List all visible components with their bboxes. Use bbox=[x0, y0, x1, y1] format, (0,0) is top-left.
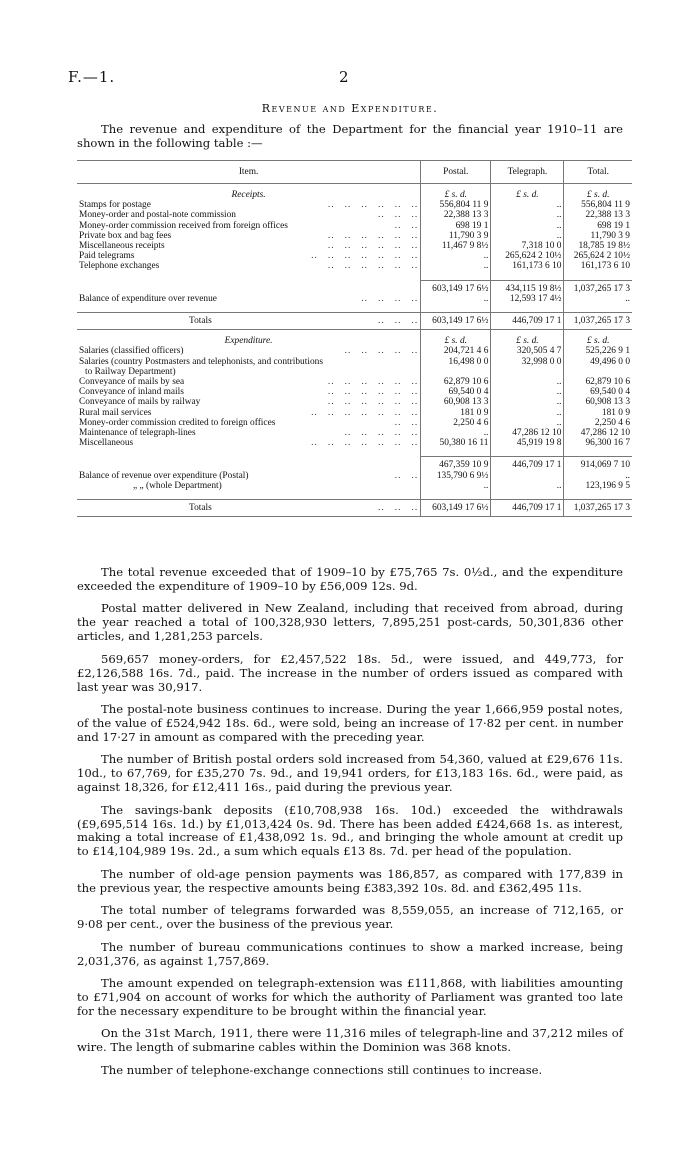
paragraph: The number of old-age pension payments was 186,857, as compared with 177,839 in the previous year, the respective amounts being £383,392 10s. 8d. and £362,495 11s. bbox=[77, 866, 623, 895]
cell-total: 62,879 10 6 bbox=[564, 377, 632, 387]
paragraph: The savings-bank deposits (£10,708,938 16s. 10d.) exceeded the withdrawals (£9,695,514 16s. 1d.) by £1,013,424 0s. 9d. There has been added £424,668 1s. as interest, making a total increase of £1,438,092 1s. 9d., and bringing the whole amount at credit up to £14,104,989 19s. 2d., a sum which equals £13 8s. 7d. per head of the population. bbox=[77, 802, 623, 859]
cell-telegraph: 320,505 4 7 bbox=[491, 346, 564, 356]
cell-telegraph: 265,624 2 10½ bbox=[491, 251, 564, 261]
scan-speck: · bbox=[460, 1075, 463, 1085]
cell-postal: 135,790 6 9½ bbox=[421, 471, 491, 481]
subtotal-total: 914,069 7 10 bbox=[564, 457, 632, 471]
cell-postal: 181 0 9 bbox=[421, 408, 491, 418]
paragraph: The number of British postal orders sold increased from 54,360, valued at £29,676 11s. 10d., to 67,769, for £35,270 7s. 9d., and 19,941 orders, for £13,183 16s. 6d., were paid, as against 18,326, for £12,411 16s., paid during the previous year. bbox=[77, 752, 623, 795]
cell-total: 47,286 12 10 bbox=[564, 428, 632, 438]
totals-label: Totals bbox=[189, 316, 212, 327]
row-label: Paid telegrams bbox=[79, 251, 135, 262]
cell-postal: 60,908 13 3 bbox=[421, 397, 491, 407]
totals-total: 1,037,265 17 3 bbox=[564, 500, 632, 517]
row-label: Conveyance of mails by railway bbox=[79, 397, 201, 408]
table-row: Stamps for postage .. .. .. .. .. .. 556,804 11 9 .. 556,804 11 9 bbox=[79, 200, 630, 211]
cell-total: 18,785 19 8½ bbox=[564, 241, 632, 251]
cell-total: 556,804 11 9 bbox=[564, 200, 632, 210]
table-row-continuation bbox=[77, 367, 632, 377]
cell-telegraph bbox=[491, 471, 564, 481]
cell-total: 123,196 9 5 bbox=[564, 481, 632, 491]
table-row: Telephone exchanges .. .. .. .. .. .. .. 161,173 6 10 161,173 6 10 bbox=[79, 261, 630, 272]
expenditure-heading-row bbox=[77, 330, 632, 347]
row-label: Miscellaneous bbox=[79, 438, 134, 449]
paragraph: Postal matter delivered in New Zealand, including that received from abroad, during the year reached a total of 100,328,930 letters, 7,895,251 post-cards, 50,301,836 other articles, and 1,281,253 parcels. bbox=[77, 601, 623, 644]
cell-telegraph: 161,173 6 10 bbox=[491, 261, 564, 271]
currency-label-postal: £ s. d. bbox=[421, 330, 491, 347]
cell-postal: 50,380 16 11 bbox=[421, 438, 491, 448]
row-label: Conveyance of inland mails bbox=[79, 387, 184, 398]
subtotal-postal: 467,359 10 9 bbox=[421, 457, 491, 471]
expenditure-totals-row: Totals .. .. .. 603,149 17 6½ 446,709 17 1 1,037,265 17 3 bbox=[77, 500, 632, 517]
cell-telegraph: .. bbox=[491, 377, 564, 387]
table-header-row bbox=[77, 161, 632, 184]
paragraph: The total number of telegrams forwarded was 8,559,055, an increase of 712,165, or 9·08 per cent., over the business of the previous year. bbox=[77, 903, 623, 932]
table-row: Salaries (classified officers) .. .. .. .. .. 204,721 4 6 320,505 4 7 525,226 9 1 bbox=[79, 346, 630, 357]
cell-telegraph: .. bbox=[491, 418, 564, 428]
balance-row: Balance of expenditure over revenue .. .. .. .. .. 12,593 17 4½ .. bbox=[79, 293, 630, 304]
table-row: Conveyance of mails by railway .. .. .. .. .. .. 60,908 13 3 .. 60,908 13 3 bbox=[79, 397, 630, 408]
subtotal-postal: 603,149 17 6½ bbox=[421, 280, 491, 294]
cell-postal: .. bbox=[421, 251, 491, 261]
cell-total: 22,388 13 3 bbox=[564, 210, 632, 220]
row-label: Money-order commission received from foreign offices bbox=[79, 220, 288, 231]
row-label: „ „ (whole Department) bbox=[133, 480, 222, 491]
expenditure-subtotal-row bbox=[77, 457, 632, 471]
col-header-telegraph: Telegraph. bbox=[491, 161, 564, 184]
col-header-item: Item. bbox=[77, 161, 421, 184]
cell-postal: 11,790 3 9 bbox=[421, 231, 491, 241]
table-row: Money-order commission received from foreign offices .. .. 698 19 1 .. 698 19 1 bbox=[79, 220, 630, 231]
report-body bbox=[77, 566, 623, 1086]
totals-total: 1,037,265 17 3 bbox=[564, 313, 632, 330]
row-label-continuation: to Railway Department) bbox=[85, 366, 176, 377]
row-label: Stamps for postage bbox=[79, 200, 151, 211]
currency-label-telegraph: £ s. d. bbox=[491, 330, 564, 347]
row-label: Balance of expenditure over revenue bbox=[79, 293, 217, 304]
balance-row bbox=[77, 481, 632, 491]
receipts-heading-row bbox=[77, 184, 632, 201]
section-title: Revenue and Expenditure. bbox=[261, 102, 439, 115]
row-label: Salaries (country Postmasters and telephonists, and contributions bbox=[79, 356, 323, 367]
cell-telegraph: .. bbox=[491, 397, 564, 407]
table-row: Money-order commission credited to foreign offices .. .. 2,250 4 6 .. 2,250 4 6 bbox=[79, 417, 630, 428]
table-row: Rural mail services .. .. .. .. .. .. .. 181 0 9 .. 181 0 9 bbox=[79, 407, 630, 418]
table-row: Conveyance of mails by sea .. .. .. .. .. .. 62,879 10 6 .. 62,879 10 6 bbox=[79, 377, 630, 388]
revenue-expenditure-table bbox=[77, 160, 632, 517]
paragraph: The number of bureau communications continues to show a marked increase, being 2,031,376, as against 1,757,869. bbox=[77, 939, 623, 968]
cell-telegraph: .. bbox=[491, 221, 564, 231]
cell-telegraph: 7,318 10 0 bbox=[491, 241, 564, 251]
intro-paragraph: The revenue and expenditure of the Department for the financial year 1910–11 are shown in the following table :— bbox=[77, 122, 623, 150]
paragraph: The postal-note business continues to increase. During the year 1,666,959 postal notes, of the value of £524,942 18s. 6d., were sold, being an increase of 17·82 per cent. in number and 17·27 in amount as compared with the preceding year. bbox=[77, 702, 623, 744]
totals-postal: 603,149 17 6½ bbox=[421, 313, 491, 330]
cell-total: .. bbox=[564, 294, 632, 304]
page-number: 2 bbox=[339, 68, 349, 86]
cell-total: 181 0 9 bbox=[564, 408, 632, 418]
row-label: Private box and bag fees bbox=[79, 230, 172, 241]
cell-total: 525,226 9 1 bbox=[564, 346, 632, 356]
totals-postal: 603,149 17 6½ bbox=[421, 500, 491, 517]
table-row: Money-order and postal-note commission .. .. .. 22,388 13 3 .. 22,388 13 3 bbox=[79, 210, 630, 221]
cell-telegraph: .. bbox=[491, 408, 564, 418]
row-label: Money-order commission credited to foreign offices bbox=[79, 417, 276, 428]
cell-telegraph: .. bbox=[491, 387, 564, 397]
currency-label-postal: £ s. d. bbox=[421, 184, 491, 201]
cell-total: 2,250 4 6 bbox=[564, 418, 632, 428]
subtotal-telegraph: 434,115 19 8½ bbox=[491, 280, 564, 294]
row-label: Balance of revenue over expenditure (Postal) bbox=[79, 470, 249, 481]
row-label: Salaries (classified officers) bbox=[79, 346, 184, 357]
paragraph: 569,657 money-orders, for £2,457,522 18s. 5d., were issued, and 449,773, for £2,126,588 16s. 7d., paid. The increase in the number of orders issued as compared with last year was 30,917. bbox=[77, 651, 623, 694]
cell-telegraph: 47,286 12 10 bbox=[491, 428, 564, 438]
table-row: Maintenance of telegraph-lines .. .. .. .. .. .. 47,286 12 10 47,286 12 10 bbox=[79, 428, 630, 439]
totals-telegraph: 446,709 17 1 bbox=[491, 500, 564, 517]
totals-label: Totals bbox=[189, 503, 212, 514]
row-label: Conveyance of mails by sea bbox=[79, 377, 185, 388]
report-reference: F.—1. bbox=[68, 68, 116, 86]
cell-total: 49,496 0 0 bbox=[564, 357, 632, 367]
expenditure-heading: Expenditure. bbox=[224, 336, 273, 347]
cell-total: 161,173 6 10 bbox=[564, 261, 632, 271]
cell-postal: .. bbox=[421, 294, 491, 304]
cell-total: 11,790 3 9 bbox=[564, 231, 632, 241]
cell-postal: .. bbox=[421, 428, 491, 438]
cell-telegraph: .. bbox=[491, 481, 564, 491]
cell-total: 698 19 1 bbox=[564, 221, 632, 231]
table-row bbox=[77, 357, 632, 367]
cell-postal: 698 19 1 bbox=[421, 221, 491, 231]
currency-label-total: £ s. d. bbox=[564, 184, 632, 201]
subtotal-total: 1,037,265 17 3 bbox=[564, 280, 632, 294]
table-row: Miscellaneous receipts .. .. .. .. .. .. 11,467 9 8½ 7,318 10 0 18,785 19 8½ bbox=[79, 241, 630, 252]
table-row: Conveyance of inland mails .. .. .. .. .. .. 69,540 0 4 .. 69,540 0 4 bbox=[79, 387, 630, 398]
table-row: Miscellaneous .. .. .. .. .. .. .. 50,380 16 11 45,919 19 8 96,300 16 7 bbox=[79, 438, 630, 449]
cell-postal: 2,250 4 6 bbox=[421, 418, 491, 428]
paragraph: The total revenue exceeded that of 1909–10 by £75,765 7s. 0½d., and the expenditure exceeded the expenditure of 1909–10 by £56,009 12s. 9d. bbox=[77, 565, 623, 593]
row-label: Rural mail services bbox=[79, 407, 152, 418]
cell-postal: 16,498 0 0 bbox=[421, 357, 491, 367]
cell-postal: 204,721 4 6 bbox=[421, 346, 491, 356]
subtotal-telegraph: 446,709 17 1 bbox=[491, 457, 564, 471]
row-label: Miscellaneous receipts bbox=[79, 241, 165, 252]
row-label: Telephone exchanges bbox=[79, 261, 160, 272]
paragraph: The number of telephone-exchange connections still continues to increase. bbox=[101, 1062, 543, 1077]
totals-telegraph: 446,709 17 1 bbox=[491, 313, 564, 330]
col-header-postal: Postal. bbox=[421, 161, 491, 184]
cell-postal: 22,388 13 3 bbox=[421, 210, 491, 220]
col-header-total: Total. bbox=[564, 161, 632, 184]
cell-postal: .. bbox=[421, 481, 491, 491]
currency-label-telegraph: £ s. d. bbox=[491, 184, 564, 201]
cell-total: 96,300 16 7 bbox=[564, 438, 632, 448]
cell-telegraph: .. bbox=[491, 210, 564, 220]
cell-telegraph: 32,998 0 0 bbox=[491, 357, 564, 367]
cell-total: 265,624 2 10½ bbox=[564, 251, 632, 261]
paragraph: The amount expended on telegraph-extension was £111,868, with liabilities amounting to £71,904 on account of works for which the authority of Parliament was granted too late for the necessary expenditure to be brought within the financial year. bbox=[77, 976, 623, 1018]
balance-row: Balance of revenue over expenditure (Postal) .. .. 135,790 6 9½ .. bbox=[79, 470, 630, 481]
cell-telegraph: .. bbox=[491, 231, 564, 241]
currency-label-total: £ s. d. bbox=[564, 330, 632, 347]
table-row: Private box and bag fees .. .. .. .. .. .. 11,790 3 9 .. 11,790 3 9 bbox=[79, 230, 630, 241]
cell-total: 69,540 0 4 bbox=[564, 387, 632, 397]
row-label: Money-order and postal-note commission bbox=[79, 210, 236, 221]
paragraph: On the 31st March, 1911, there were 11,316 miles of telegraph-line and 37,212 miles of wire. The length of submarine cables within the Dominion was 368 knots. bbox=[77, 1026, 623, 1055]
receipts-subtotal-row bbox=[77, 280, 632, 294]
cell-telegraph: .. bbox=[491, 200, 564, 210]
row-label: Maintenance of telegraph-lines bbox=[79, 428, 196, 439]
cell-postal: 556,804 11 9 bbox=[421, 200, 491, 210]
cell-total: 60,908 13 3 bbox=[564, 397, 632, 407]
table-row: Paid telegrams .. .. .. .. .. .. .. .. 265,624 2 10½ 265,624 2 10½ bbox=[79, 251, 630, 262]
cell-telegraph: 45,919 19 8 bbox=[491, 438, 564, 448]
cell-postal: .. bbox=[421, 261, 491, 271]
cell-postal: 69,540 0 4 bbox=[421, 387, 491, 397]
cell-postal: 62,879 10 6 bbox=[421, 377, 491, 387]
cell-total: .. bbox=[564, 471, 632, 481]
receipts-heading: Receipts. bbox=[231, 190, 266, 200]
cell-telegraph: 12,593 17 4½ bbox=[491, 294, 564, 304]
receipts-totals-row: Totals .. .. .. 603,149 17 6½ 446,709 17 1 1,037,265 17 3 bbox=[77, 313, 632, 330]
cell-postal: 11,467 9 8½ bbox=[421, 241, 491, 251]
